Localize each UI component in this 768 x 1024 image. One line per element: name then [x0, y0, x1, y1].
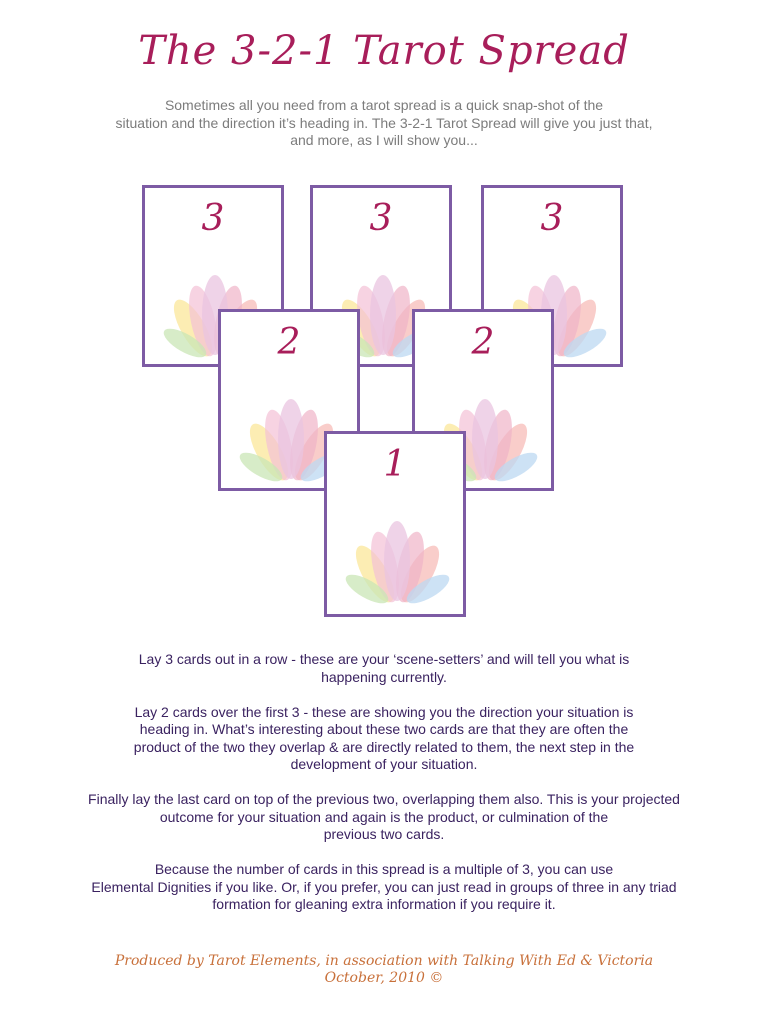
lotus-icon: [345, 519, 450, 609]
text-line: Because the number of cards in this spread is a multiple of 3, you can use: [154, 861, 614, 877]
text-line: product of the two they overlap & are directly related to them, the next step in the: [133, 738, 635, 755]
card-number: 2: [277, 322, 301, 363]
card-number: 3: [201, 198, 225, 239]
card-number: 3: [540, 198, 564, 239]
footer-credit: [0, 953, 768, 987]
card-number: 3: [369, 198, 393, 239]
intro-text: [60, 97, 708, 150]
paragraph-three-cards: [40, 651, 728, 686]
card-position-1: [324, 431, 466, 617]
text-line: Lay 3 cards out in a row - these are your ‘scene-setters’ and will tell you what is: [138, 651, 630, 667]
card-number: 2: [471, 322, 495, 363]
instructions: [40, 651, 728, 931]
text-line: happening currently.: [321, 668, 447, 685]
text-line: Finally lay the last card on top of the previous two, overlapping them also. This is your projected: [88, 791, 680, 807]
footer-line: October, 2010 ©: [324, 970, 444, 986]
paragraph-last-card: [40, 791, 728, 844]
text-line: development of your situation.: [290, 756, 478, 772]
text-line: formation for gleaning extra information if you require it.: [212, 896, 556, 912]
text-line: previous two cards.: [323, 826, 445, 842]
intro-line: and more, as I will show you...: [290, 132, 478, 148]
card-number: 1: [383, 444, 407, 485]
footer-line: Produced by Tarot Elements, in association with Talking With Ed & Victoria: [114, 953, 654, 969]
text-line: heading in. What’s interesting about these two cards are that they are often the: [139, 721, 629, 737]
intro-line: Sometimes all you need from a tarot spread is a quick snap-shot of the: [164, 97, 604, 113]
text-line: Elemental Dignities if you like. Or, if you prefer, you can just read in groups of three in any triad: [91, 878, 677, 895]
intro-line: situation and the direction it’s heading in. The 3-2-1 Tarot Spread will give you just that,: [115, 114, 653, 131]
paragraph-two-cards: [40, 704, 728, 774]
text-line: outcome for your situation and again is the product, or culmination of the: [159, 808, 609, 825]
text-line: Lay 2 cards over the first 3 - these are showing you the direction your situation is: [134, 703, 634, 720]
page-title: The 3-2-1 Tarot Spread: [138, 28, 630, 74]
paragraph-elemental-dignities: [40, 861, 728, 914]
